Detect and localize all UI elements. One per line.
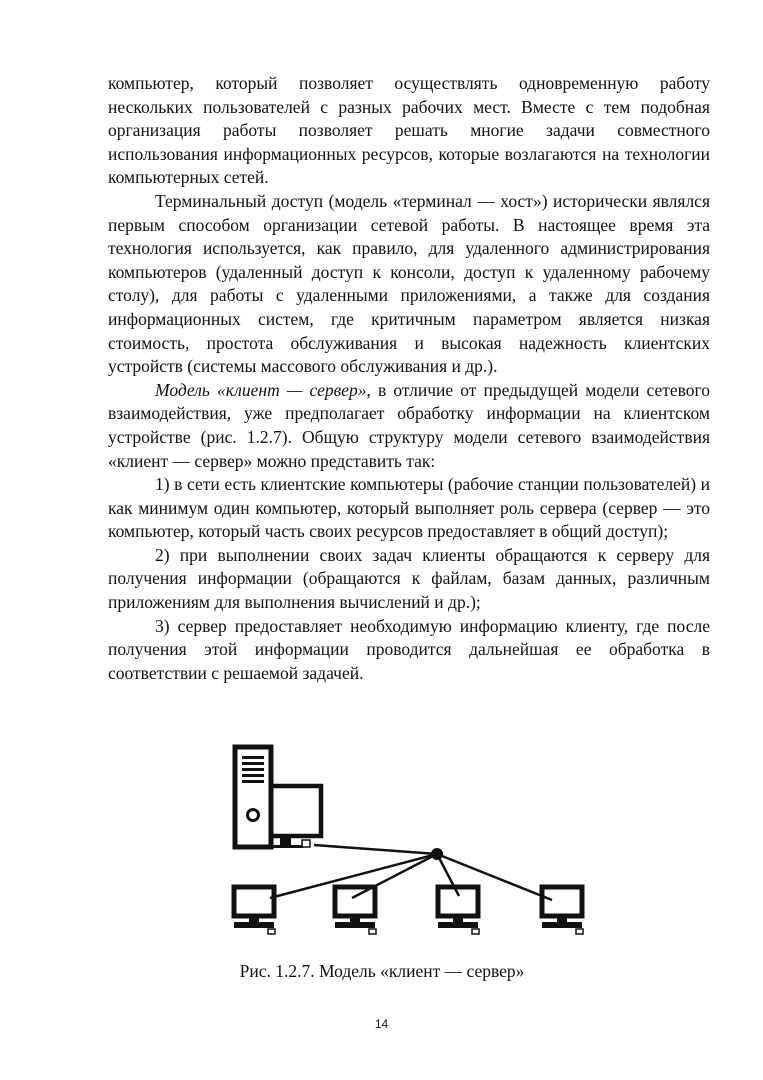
paragraph-client-server bbox=[108, 379, 710, 473]
server-tower-icon bbox=[235, 747, 321, 848]
client-server-figure bbox=[222, 740, 592, 940]
list-item-2: 2) при выполнении своих задач клиенты обращаются к серверу для получения информации (обращаются к файлам, базам данных, различным приложениям для выполнения вычислений и др.); bbox=[108, 544, 710, 613]
term-client-server: Модель «клиент — сервер» bbox=[155, 379, 367, 400]
link-client-2 bbox=[352, 854, 437, 898]
list-item-1: 1) в сети есть клиентские компьютеры (рабочие станции пользователей) и как минимум один компьютер, который выполняет роль сервера (сервер — это компьютер, который часть своих ресурсов предоставляет в общий доступ); bbox=[108, 474, 710, 542]
client-server-diagram bbox=[222, 740, 592, 940]
network-links bbox=[270, 845, 552, 900]
paragraph-client-server-text: , в отличие от предыдущей модели сетевого взаимодействия, уже предполагает обработку информации на клиентском устройстве (рис. 1.2.7). Общую структуру модели сетевого взаимодействия «клиент — сервер» можно представить так: bbox=[108, 379, 711, 471]
workstation-icon bbox=[335, 887, 376, 934]
figure-caption: Рис. 1.2.7. Модель «клиент — сервер» bbox=[239, 961, 525, 981]
body-text bbox=[108, 72, 710, 685]
page-number: 14 bbox=[374, 1017, 389, 1031]
network-node-icon bbox=[431, 848, 443, 860]
link-client-4 bbox=[437, 854, 552, 900]
link-client-1 bbox=[270, 854, 437, 898]
link-server bbox=[314, 845, 437, 854]
workstation-icon bbox=[234, 887, 275, 934]
workstation-icon bbox=[542, 887, 583, 934]
list-item-3: 3) сервер предоставляет необходимую информацию клиенту, где после получения этой информации проводится дальнейшая ее обработка в соответствии с решаемой задачей. bbox=[108, 615, 710, 683]
paragraph-terminal-access: Терминальный доступ (модель «терминал — хост») исторически являлся первым способом организации сетевой работы. В настоящее время эта технология используется, как правило, для удаленного администрирования компьютеров (удаленный доступ к консоли, доступ к удаленному рабочему столу), для работы с удаленными приложениями, а также для создания информационных систем, где критичным параметром является низкая стоимость, простота обслуживания и высокая надежность клиентских устройств (системы массового обслуживания и др.). bbox=[108, 190, 710, 377]
paragraph-continuation: компьютер, который позволяет осуществлять одновременную работу нескольких пользователей с разных рабочих мест. Вместе с тем подобная организация работы позволяет решать многие задачи совместного использования информационных ресурсов, которые возлагаются на технологии компьютерных сетей. bbox=[108, 73, 710, 188]
